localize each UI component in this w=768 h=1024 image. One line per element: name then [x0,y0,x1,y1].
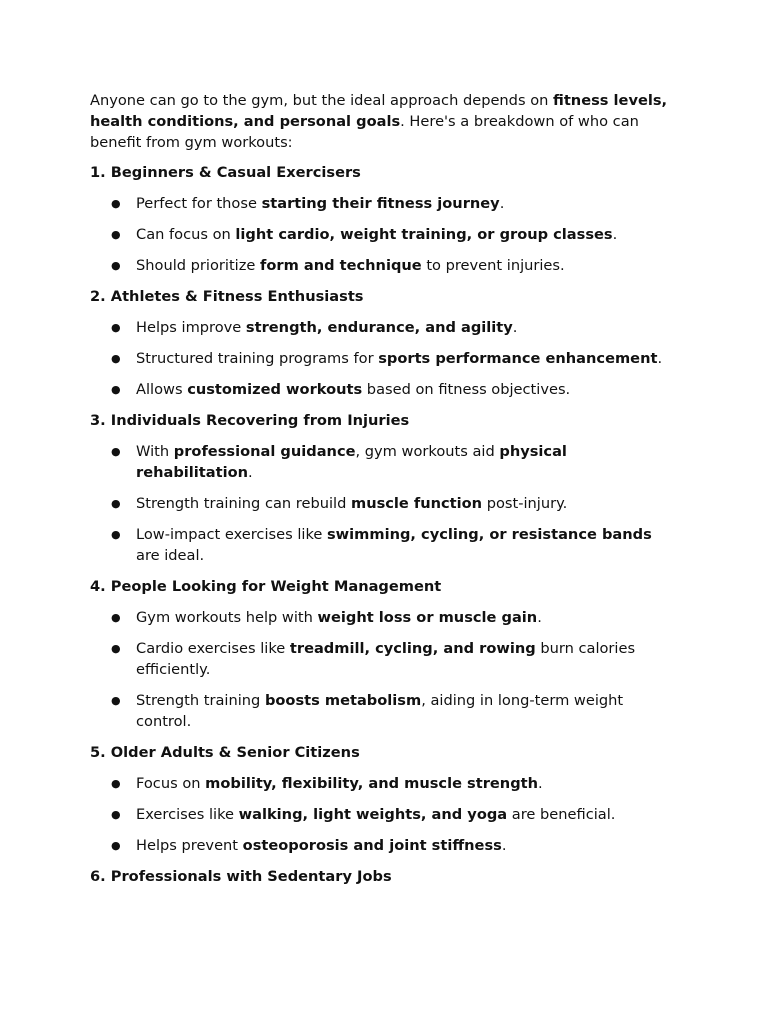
section-heading: 4. People Looking for Weight Management [90,578,442,595]
list-item [90,835,672,856]
bullet-list [90,441,672,566]
bullet-emphasis: mobility, flexibility, and muscle strength [205,775,539,792]
bullet-text: Helps improve [136,319,246,336]
bullet-text: Perfect for those [136,195,262,212]
bullet-text: post-injury. [482,495,568,512]
bullet-icon: ● [111,352,121,365]
bullet-text: , gym workouts aid [355,443,500,460]
list-item [90,255,672,276]
bullet-text: . [537,609,542,626]
list-item [90,348,672,369]
list-item [90,379,672,400]
bullet-text: Gym workouts help with [136,609,318,626]
bullet-emphasis: light cardio, weight training, or group classes [235,226,613,243]
bullet-text: are beneficial. [507,806,616,823]
section-heading: 2. Athletes & Fitness Enthusiasts [90,288,364,305]
bullet-text: are ideal. [136,547,205,564]
bullet-emphasis: swimming, cycling, or resistance bands [327,526,652,543]
bullet-emphasis: customized workouts [187,381,363,398]
bullet-emphasis: form and technique [260,257,422,274]
bullet-icon: ● [111,383,121,396]
intro-emphasis: fitness levels, health conditions, and personal goals [90,92,668,130]
bullet-emphasis: sports performance enhancement [378,350,658,367]
bullet-icon: ● [111,497,121,510]
intro-text: . Here's a breakdown of who can benefit from gym workouts: [90,113,639,151]
bullet-icon: ● [111,528,121,541]
bullet-icon: ● [111,777,121,790]
bullet-text: Cardio exercises like [136,640,290,657]
bullet-list [90,317,672,400]
bullet-text: Exercises like [136,806,239,823]
bullet-text: Focus on [136,775,206,792]
bullet-text: , aiding in long-term weight control. [136,692,624,730]
bullet-text: . [501,837,507,854]
list-item [90,638,672,680]
bullet-emphasis: walking, light weights, and yoga [238,806,508,823]
section-heading: 6. Professionals with Sedentary Jobs [90,868,392,885]
list-item [90,804,672,825]
bullet-emphasis: physical rehabilitation [136,443,567,481]
section-heading: 1. Beginners & Casual Exercisers [90,164,361,181]
bullet-text: Allows [136,381,188,398]
bullet-text: Should prioritize [136,257,261,274]
bullet-icon: ● [111,228,121,241]
bullet-text: . [538,775,543,792]
bullet-text: With [136,443,174,460]
list-item [90,193,672,214]
bullet-text: Strength training [136,692,265,709]
intro-paragraph [90,90,672,153]
bullet-icon: ● [111,642,121,655]
bullet-text: based on fitness objectives. [362,381,571,398]
list-item [90,493,672,514]
section-heading: 5. Older Adults & Senior Citizens [90,744,360,761]
list-item [90,773,672,794]
bullet-text: Strength training can rebuild [136,495,351,512]
bullet-text: Helps prevent [136,837,243,854]
bullet-emphasis: strength, endurance, and agility [245,319,513,336]
bullet-icon: ● [111,839,121,852]
bullet-icon: ● [111,611,121,624]
bullet-text: . [512,319,518,336]
section-heading: 3. Individuals Recovering from Injuries [90,412,410,429]
bullet-text: . [657,350,663,367]
bullet-icon: ● [111,197,121,210]
bullet-icon: ● [111,445,121,458]
list-item [90,224,672,245]
list-item [90,441,672,483]
list-item [90,524,672,566]
bullet-text: . [612,226,618,243]
bullet-icon: ● [111,808,121,821]
list-item [90,690,672,732]
bullet-text: Can focus on [136,226,236,243]
bullet-emphasis: starting their fitness journey [261,195,500,212]
bullet-emphasis: osteoporosis and joint stiffness [242,837,502,854]
bullet-text: . [499,195,505,212]
bullet-list [90,607,672,732]
bullet-emphasis: weight loss or muscle gain [317,609,538,626]
list-item [90,317,672,338]
bullet-text: . [248,464,253,481]
bullet-text: to prevent injuries. [421,257,565,274]
bullet-text: burn calories efficiently. [136,640,636,678]
list-item [90,607,672,628]
bullet-emphasis: treadmill, cycling, and rowing [289,640,536,657]
bullet-text: Structured training programs for [136,350,379,367]
intro-text: Anyone can go to the gym, but the ideal approach depends on [90,92,554,109]
bullet-emphasis: professional guidance [173,443,356,460]
bullet-list [90,773,672,856]
bullet-emphasis: boosts metabolism [264,692,422,709]
bullet-list [90,193,672,276]
bullet-icon: ● [111,321,121,334]
bullet-emphasis: muscle function [350,495,483,512]
bullet-icon: ● [111,694,121,707]
bullet-text: Low-impact exercises like [136,526,327,543]
bullet-icon: ● [111,259,121,272]
